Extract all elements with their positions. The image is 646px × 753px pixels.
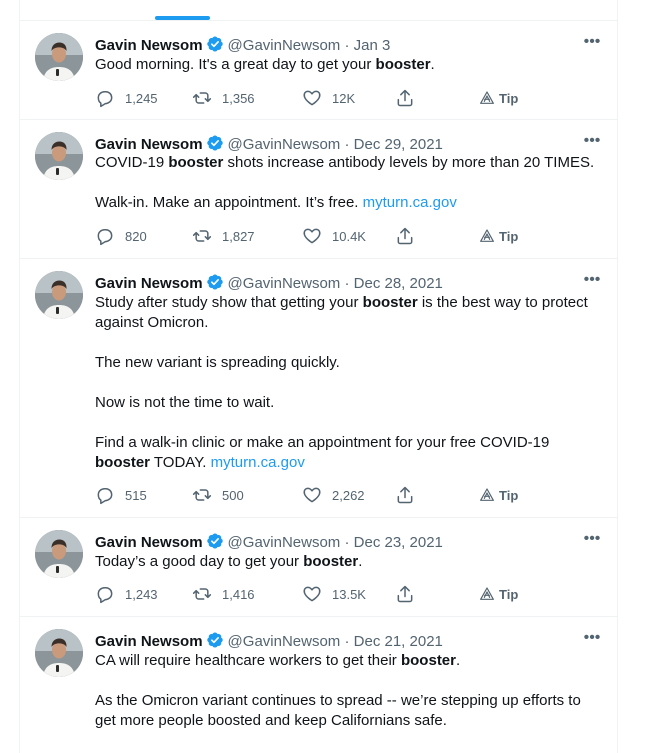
keyword-bold: booster bbox=[362, 294, 418, 311]
more-options-icon[interactable]: ••• bbox=[583, 530, 601, 547]
reply-button[interactable] bbox=[95, 584, 158, 604]
retweet-button[interactable] bbox=[192, 485, 244, 505]
share-button[interactable] bbox=[395, 584, 415, 604]
avatar[interactable] bbox=[35, 33, 83, 81]
tweet-date[interactable]: Dec 21, 2021 bbox=[353, 633, 443, 650]
tip-button[interactable] bbox=[479, 226, 518, 246]
tweet-text-span: shots increase antibody levels by more than 20 TIMES. Walk-in. Make an appointment. It’s free. bbox=[95, 154, 595, 211]
tweet-text bbox=[95, 153, 602, 213]
retweet-icon bbox=[192, 226, 222, 246]
like-icon bbox=[302, 88, 332, 108]
share-button[interactable] bbox=[395, 226, 415, 246]
tweet-text bbox=[95, 552, 602, 572]
tweet-text-span: . As the Omicron variant continues to spread -- we’re stepping up efforts to get more people boosted and keep Californians safe. bbox=[95, 652, 581, 729]
like-button[interactable] bbox=[302, 226, 366, 246]
tweet-link[interactable]: myturn.ca.gov bbox=[210, 454, 305, 471]
reply-button[interactable] bbox=[95, 485, 147, 505]
reply-icon bbox=[95, 88, 125, 108]
share-icon bbox=[395, 88, 415, 108]
timeline-right-border bbox=[617, 0, 618, 753]
tweet-date[interactable]: Dec 28, 2021 bbox=[353, 275, 443, 292]
avatar[interactable] bbox=[35, 530, 83, 578]
keyword-bold: booster bbox=[95, 454, 151, 471]
tip-icon bbox=[479, 487, 499, 503]
tip-label: Tip bbox=[499, 487, 519, 503]
share-button[interactable] bbox=[395, 88, 415, 108]
avatar[interactable] bbox=[35, 271, 83, 319]
share-button[interactable] bbox=[395, 485, 415, 505]
author-name[interactable]: Gavin Newsom bbox=[95, 136, 203, 153]
more-options-icon[interactable]: ••• bbox=[583, 271, 601, 288]
author-handle[interactable]: @GavinNewsom bbox=[227, 37, 341, 54]
tweet-actions bbox=[95, 584, 525, 604]
tip-button[interactable] bbox=[479, 485, 518, 505]
keyword-bold: booster bbox=[375, 56, 431, 73]
replies-count: 515 bbox=[125, 487, 147, 503]
tip-button[interactable] bbox=[479, 88, 518, 108]
more-options-icon[interactable]: ••• bbox=[583, 132, 601, 149]
tweet-text-span: is the best way to protect against Omicron. The new variant is spreading quickly. Now is not the time to wait. Find a walk-in clinic or make an appointment for your free COVID-19 bbox=[95, 294, 588, 451]
likes-count: 13.5K bbox=[332, 586, 366, 602]
like-button[interactable] bbox=[302, 485, 365, 505]
likes-count: 10.4K bbox=[332, 228, 366, 244]
retweets-count: 1,827 bbox=[222, 228, 255, 244]
keyword-bold: booster bbox=[303, 553, 359, 570]
retweets-count: 1,356 bbox=[222, 90, 255, 106]
tweet[interactable]: Gavin Newsom @GavinNewsom · Dec 21, 2021 ••• CA will require healthcare workers to get their booster. As the Omicron variant continues to spread -- we’re stepping up efforts to get more people boosted and keep Californians safe. bbox=[20, 617, 617, 753]
author-name[interactable]: Gavin Newsom bbox=[95, 275, 203, 292]
more-options-icon[interactable]: ••• bbox=[583, 629, 601, 646]
tip-label: Tip bbox=[499, 586, 519, 602]
tip-icon bbox=[479, 90, 499, 106]
like-icon bbox=[302, 485, 332, 505]
tweet[interactable]: Gavin Newsom @GavinNewsom · Dec 29, 2021 ••• COVID-19 booster shots increase antibody levels by more than 20 TIMES. Walk-in. Make an appointment. It’s free. myturn.ca.gov 820 1,827 10.4K Tip bbox=[20, 120, 617, 259]
tweet-text-span: Study after study show that getting your bbox=[95, 294, 363, 311]
tweet-actions bbox=[95, 485, 525, 505]
avatar[interactable] bbox=[35, 132, 83, 180]
replies-count: 1,243 bbox=[125, 586, 158, 602]
tweet-link[interactable]: myturn.ca.gov bbox=[362, 194, 457, 211]
tweet-text-span: TODAY. bbox=[150, 454, 211, 471]
retweet-button[interactable] bbox=[192, 226, 255, 246]
tweet[interactable]: Gavin Newsom @GavinNewsom · Dec 28, 2021 ••• Study after study show that getting your booster is the best way to protect against Omicron. The new variant is spreading quickly. Now is not the time to wait. Find a walk-in clinic or make an appointment for your free COVID-19 booster TODAY. myturn.ca.gov 515 500 2,262 Tip bbox=[20, 259, 617, 518]
share-icon bbox=[395, 226, 415, 246]
more-options-icon[interactable]: ••• bbox=[583, 33, 601, 50]
tweet-date[interactable]: Jan 3 bbox=[353, 37, 391, 54]
retweet-icon bbox=[192, 485, 222, 505]
tweet-text-span: . bbox=[358, 553, 363, 570]
likes-count: 12K bbox=[332, 90, 356, 106]
tip-icon bbox=[479, 586, 499, 602]
author-handle[interactable]: @GavinNewsom bbox=[227, 534, 341, 551]
tweet-actions bbox=[95, 88, 525, 108]
tweet-actions bbox=[95, 226, 525, 246]
retweet-icon bbox=[192, 88, 222, 108]
author-handle[interactable]: @GavinNewsom bbox=[227, 136, 341, 153]
like-icon bbox=[302, 584, 332, 604]
reply-icon bbox=[95, 584, 125, 604]
like-button[interactable] bbox=[302, 584, 366, 604]
like-icon bbox=[302, 226, 332, 246]
tweet-text bbox=[95, 55, 602, 75]
tweet-text-span: Good morning. It's a great day to get your bbox=[95, 56, 376, 73]
author-name[interactable]: Gavin Newsom bbox=[95, 633, 203, 650]
tweet-text-span: COVID-19 bbox=[95, 154, 169, 171]
tip-button[interactable] bbox=[479, 584, 518, 604]
tweet-text bbox=[95, 293, 602, 473]
replies-count: 820 bbox=[125, 228, 147, 244]
tweet-text-span: CA will require healthcare workers to get their bbox=[95, 652, 401, 669]
keyword-bold: booster bbox=[400, 652, 456, 669]
tip-icon bbox=[479, 228, 499, 244]
retweet-icon bbox=[192, 584, 222, 604]
replies-count: 1,245 bbox=[125, 90, 158, 106]
retweet-button[interactable] bbox=[192, 584, 255, 604]
tweet-text-span: Today’s a good day to get your bbox=[95, 553, 304, 570]
tweet-date[interactable]: Dec 29, 2021 bbox=[353, 136, 443, 153]
retweets-count: 500 bbox=[222, 487, 244, 503]
retweet-button[interactable] bbox=[192, 88, 255, 108]
share-icon bbox=[395, 485, 415, 505]
likes-count: 2,262 bbox=[332, 487, 365, 503]
keyword-bold: booster bbox=[168, 154, 224, 171]
tweet[interactable]: Gavin Newsom @GavinNewsom · Jan 3 ••• Good morning. It's a great day to get your booster. 1,245 1,356 12K Tip bbox=[20, 21, 617, 120]
like-button[interactable] bbox=[302, 88, 355, 108]
retweets-count: 1,416 bbox=[222, 586, 255, 602]
reply-button[interactable] bbox=[95, 226, 147, 246]
tweet[interactable]: Gavin Newsom @GavinNewsom · Dec 23, 2021 ••• Today’s a good day to get your booster. 1,243 1,416 13.5K Tip bbox=[20, 518, 617, 617]
author-handle[interactable]: @GavinNewsom bbox=[227, 275, 341, 292]
reply-icon bbox=[95, 485, 125, 505]
tip-label: Tip bbox=[499, 228, 519, 244]
author-handle[interactable]: @GavinNewsom bbox=[227, 633, 341, 650]
share-icon bbox=[395, 584, 415, 604]
reply-button[interactable] bbox=[95, 88, 158, 108]
author-name[interactable]: Gavin Newsom bbox=[95, 37, 203, 54]
reply-icon bbox=[95, 226, 125, 246]
tweet-text bbox=[95, 651, 602, 731]
author-name[interactable]: Gavin Newsom bbox=[95, 534, 203, 551]
avatar[interactable] bbox=[35, 629, 83, 677]
tweet-text-span: . bbox=[430, 56, 435, 73]
tweet-date[interactable]: Dec 23, 2021 bbox=[353, 534, 443, 551]
tip-label: Tip bbox=[499, 90, 519, 106]
